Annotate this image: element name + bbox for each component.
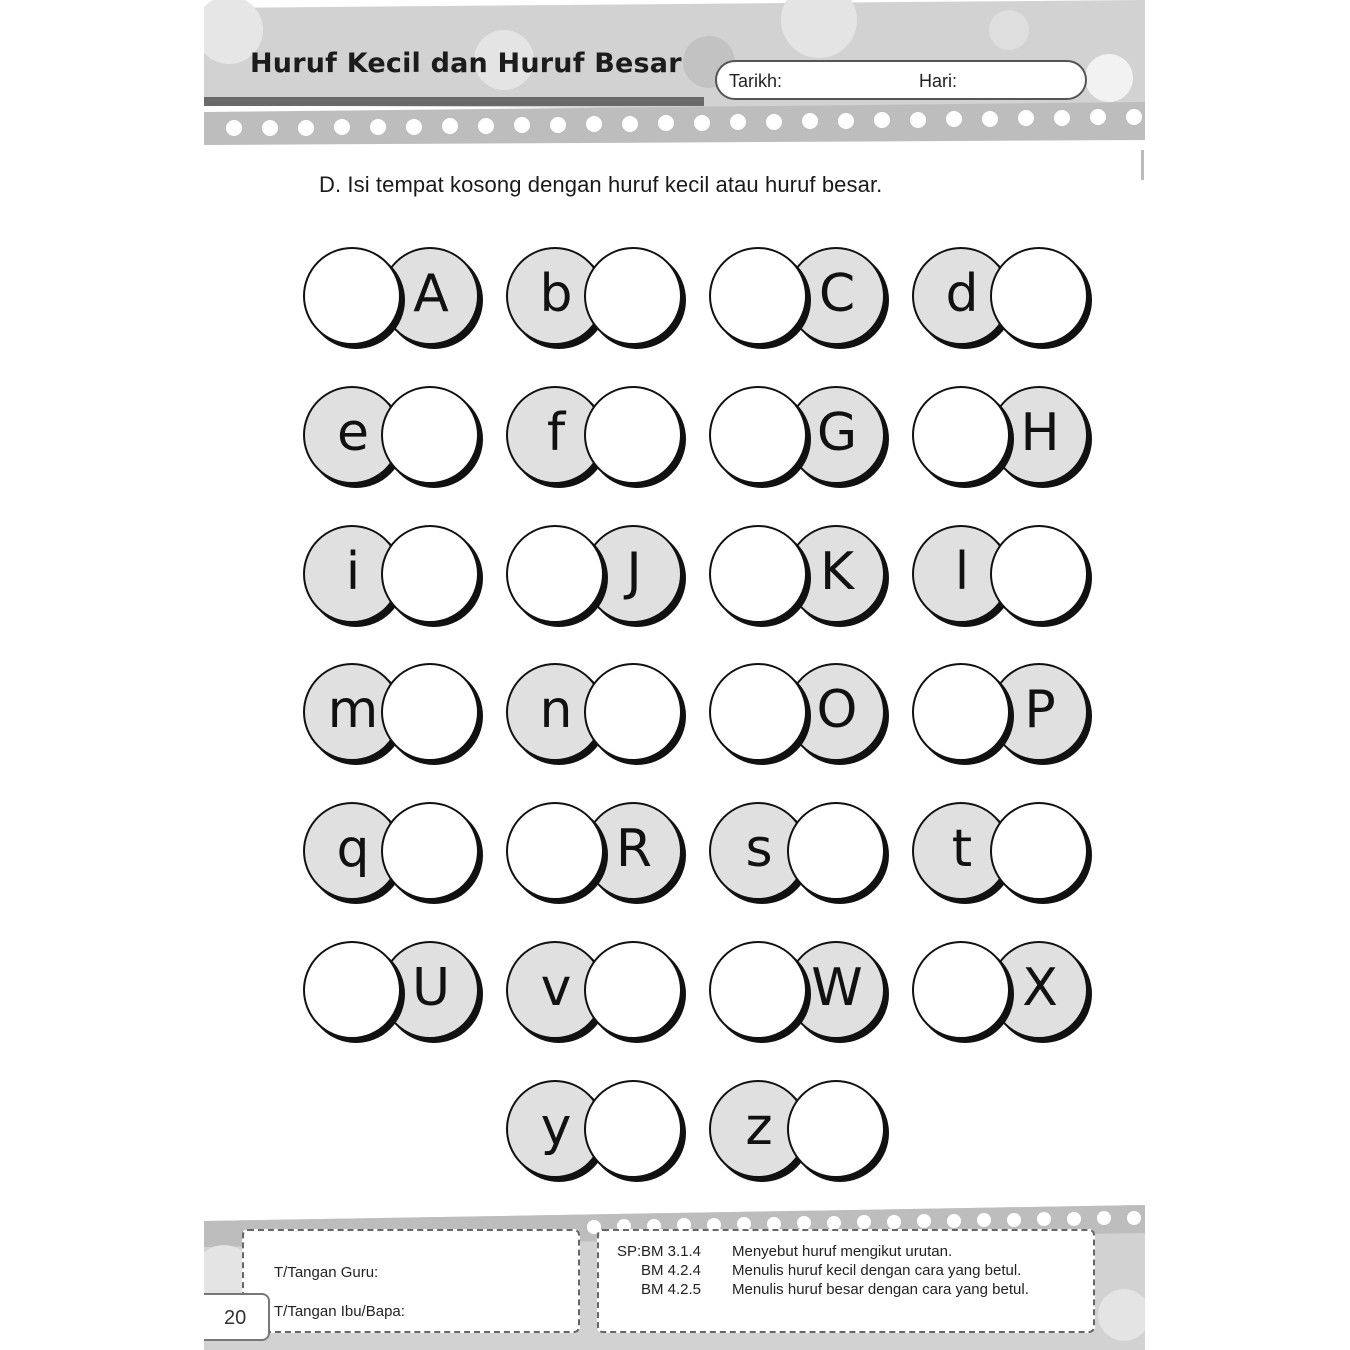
letter-pair — [912, 663, 1092, 767]
letter-glyph: i — [345, 542, 361, 602]
standard-description: Menulis huruf besar dengan cara yang betul. — [732, 1281, 1029, 1298]
letter-pair — [912, 941, 1092, 1045]
day-label: Hari: — [919, 71, 958, 91]
blank-answer-circle[interactable] — [381, 663, 479, 761]
letter-pair — [303, 802, 483, 906]
standard-row — [599, 1243, 1093, 1263]
letter-pair — [912, 247, 1092, 351]
letter-pair — [709, 1080, 889, 1184]
blank-answer-circle[interactable] — [912, 663, 1010, 761]
standard-description: Menulis huruf kecil dengan cara yang betul. — [732, 1262, 1022, 1279]
letter-glyph: s — [745, 819, 773, 879]
standard-code: BM 4.2.4 — [641, 1262, 702, 1279]
letter-pair — [303, 941, 483, 1045]
blank-answer-circle[interactable] — [990, 525, 1088, 623]
letter-glyph: z — [745, 1097, 773, 1157]
blank-answer-circle[interactable] — [303, 247, 401, 345]
blank-answer-circle[interactable] — [912, 941, 1010, 1039]
letter-glyph: U — [411, 958, 451, 1018]
letter-pair — [506, 802, 686, 906]
letter-glyph: f — [546, 403, 566, 463]
instruction-text: D. Isi tempat kosong dengan huruf kecil atau huruf besar. — [319, 172, 883, 197]
letter-glyph: v — [540, 958, 572, 1018]
signature-box[interactable] — [242, 1229, 580, 1333]
letter-pair — [506, 386, 686, 490]
letter-glyph: R — [615, 819, 653, 879]
standard-description: Menyebut huruf mengikut urutan. — [732, 1243, 953, 1260]
letter-glyph: P — [1024, 680, 1056, 740]
blank-answer-circle[interactable] — [709, 663, 807, 761]
blank-answer-circle[interactable] — [506, 525, 604, 623]
blank-answer-circle[interactable] — [506, 802, 604, 900]
letter-pair — [709, 525, 889, 629]
letter-glyph: t — [951, 819, 973, 879]
letter-pair — [912, 802, 1092, 906]
teacher-signature-label: T/Tangan Guru: — [274, 1264, 379, 1281]
letter-glyph: m — [327, 680, 379, 740]
letter-pair — [709, 941, 889, 1045]
blank-answer-circle[interactable] — [787, 1080, 885, 1178]
letter-glyph: G — [816, 403, 858, 463]
standard-row — [599, 1281, 1093, 1301]
letter-pair — [709, 247, 889, 351]
blank-answer-circle[interactable] — [787, 802, 885, 900]
date-day-field[interactable] — [715, 60, 1087, 100]
blank-answer-circle[interactable] — [912, 386, 1010, 484]
letter-pair — [506, 941, 686, 1045]
letter-pair — [506, 663, 686, 767]
blank-answer-circle[interactable] — [303, 941, 401, 1039]
letter-pair — [506, 525, 686, 629]
letter-glyph: A — [413, 264, 449, 324]
blank-answer-circle[interactable] — [584, 663, 682, 761]
letter-pair — [709, 663, 889, 767]
letter-pair — [912, 525, 1092, 629]
letter-pair — [506, 247, 686, 351]
standards-box — [597, 1229, 1095, 1333]
header-banner — [204, 0, 1145, 150]
letter-pair — [709, 802, 889, 906]
blank-answer-circle[interactable] — [990, 802, 1088, 900]
blank-answer-circle[interactable] — [709, 247, 807, 345]
blank-answer-circle[interactable] — [584, 1080, 682, 1178]
letter-glyph: y — [540, 1097, 572, 1157]
worksheet-title: Huruf Kecil dan Huruf Besar — [250, 48, 682, 79]
letter-pair — [303, 663, 483, 767]
letter-glyph: q — [336, 819, 370, 879]
standard-code: BM 4.2.5 — [641, 1281, 702, 1298]
blank-answer-circle[interactable] — [709, 386, 807, 484]
blank-answer-circle[interactable] — [709, 525, 807, 623]
letter-pair — [303, 525, 483, 629]
letter-glyph: l — [954, 542, 970, 602]
standard-row — [599, 1262, 1093, 1282]
blank-answer-circle[interactable] — [381, 802, 479, 900]
date-label: Tarikh: — [729, 71, 783, 91]
page-number-tab — [204, 1293, 270, 1341]
letter-pair — [912, 386, 1092, 490]
page-number: 20 — [224, 1307, 247, 1329]
letter-glyph: C — [818, 264, 856, 324]
blank-answer-circle[interactable] — [584, 941, 682, 1039]
letter-glyph: H — [1020, 403, 1060, 463]
letter-glyph: n — [539, 680, 573, 740]
sp-prefix: SP: — [617, 1243, 642, 1260]
standard-code: BM 3.1.4 — [641, 1243, 702, 1260]
letter-pair — [303, 386, 483, 490]
blank-answer-circle[interactable] — [381, 386, 479, 484]
letter-pair — [303, 247, 483, 351]
blank-answer-circle[interactable] — [584, 386, 682, 484]
letter-glyph: b — [539, 264, 573, 324]
blank-answer-circle[interactable] — [584, 247, 682, 345]
page-edge-mark — [1141, 150, 1144, 180]
letter-glyph: J — [626, 542, 642, 602]
blank-answer-circle[interactable] — [990, 247, 1088, 345]
letter-glyph: e — [337, 403, 369, 463]
blank-answer-circle[interactable] — [381, 525, 479, 623]
letter-pair — [506, 1080, 686, 1184]
letter-glyph: W — [811, 958, 863, 1018]
blank-answer-circle[interactable] — [709, 941, 807, 1039]
parent-signature-label: T/Tangan Ibu/Bapa: — [274, 1303, 405, 1320]
letter-pair — [709, 386, 889, 490]
letter-glyph: X — [1022, 958, 1058, 1018]
letter-glyph: d — [945, 264, 979, 324]
letter-glyph: O — [816, 680, 858, 740]
footer-banner — [204, 1205, 1145, 1350]
letter-glyph: K — [819, 542, 855, 602]
